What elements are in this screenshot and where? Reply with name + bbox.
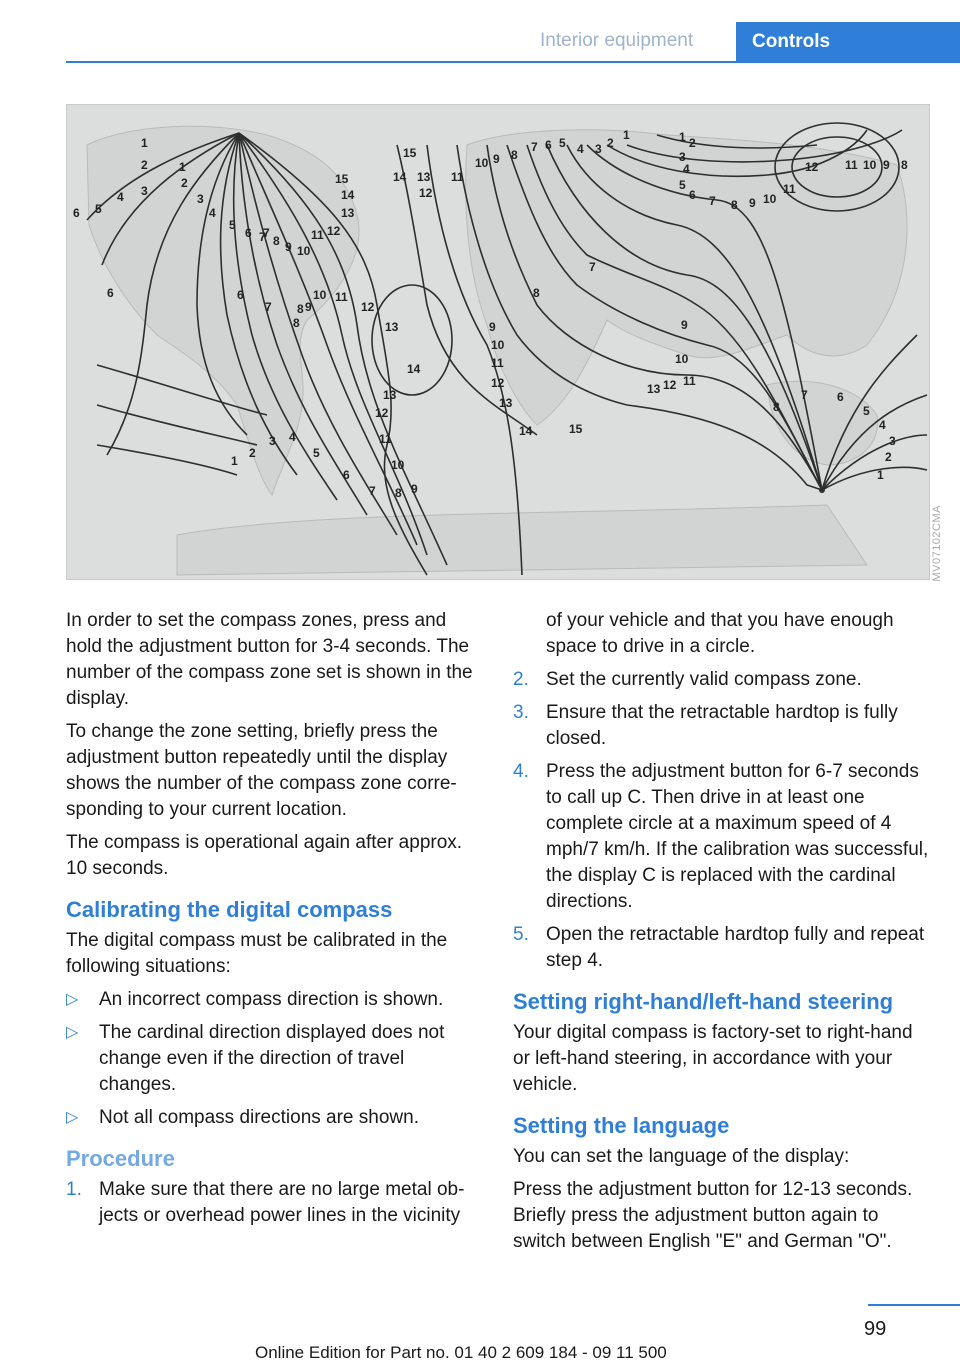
svg-text:12: 12 [375,406,389,420]
zone-label: 10 [313,288,327,302]
svg-text:6: 6 [689,188,696,202]
zone-label: 3 [141,184,148,198]
zone-label: 12 [361,300,375,314]
step-number: 3. [513,702,529,723]
svg-text:3: 3 [269,434,276,448]
triangle-bullet-icon: ▷ [66,1024,79,1041]
svg-text:2: 2 [181,176,188,190]
svg-text:11: 11 [451,170,464,184]
situation-list [66,987,480,1131]
svg-text:7: 7 [531,140,538,154]
svg-text:3: 3 [197,192,204,206]
zone-label: 1 [141,136,148,150]
heading-steering: Setting right-hand/left-hand steering [513,989,894,1014]
svg-text:10: 10 [491,338,505,352]
svg-text:2: 2 [249,446,256,460]
svg-text:4: 4 [879,418,886,432]
zone-label: 6 [73,206,80,220]
svg-text:8: 8 [273,234,280,248]
svg-text:10: 10 [675,352,689,366]
svg-text:11: 11 [683,374,696,388]
procedure-steps [513,667,933,974]
svg-text:4: 4 [577,142,584,156]
svg-text:5: 5 [229,218,236,232]
svg-text:11: 11 [783,182,796,196]
header-section-title: Interior equipment [540,30,694,51]
svg-text:11: 11 [311,228,324,242]
svg-text:11: 11 [845,158,858,172]
svg-text:7: 7 [369,484,376,498]
zone-label: 5 [95,202,102,216]
svg-text:9: 9 [285,240,292,254]
svg-text:1: 1 [679,130,686,144]
step-number: 4. [513,761,529,782]
heading-procedure: Procedure [66,1146,175,1171]
svg-text:10: 10 [391,458,405,472]
svg-text:5: 5 [679,178,686,192]
svg-text:4: 4 [683,162,690,176]
list-item: 3. Ensure that the retractable hardtop is fully closed. [513,702,898,749]
left-column [66,608,480,1236]
svg-text:11: 11 [379,432,392,446]
svg-text:2: 2 [607,136,614,150]
svg-text:12: 12 [419,186,433,200]
svg-text:14: 14 [519,424,533,438]
svg-text:15: 15 [335,172,349,186]
svg-text:7: 7 [259,230,266,244]
svg-text:1: 1 [623,128,630,142]
magnetic-pole-marker [819,487,825,493]
svg-text:9: 9 [749,196,756,210]
svg-text:12: 12 [327,224,341,238]
svg-text:9: 9 [493,152,500,166]
footer-rule [868,1304,960,1306]
paragraph: Press the adjustment button for 12-13 seconds. Briefly press the adjustment button again to switch between English "E" and German "O". [513,1179,913,1252]
page-number: 99 [864,1318,887,1340]
step-number: 1. [66,1179,82,1200]
svg-text:13: 13 [647,382,661,396]
step-number: 5. [513,924,529,945]
svg-text:8: 8 [901,158,908,172]
svg-text:9: 9 [681,318,688,332]
svg-text:6: 6 [237,288,244,302]
list-item: ▷ An incorrect compass direction is shown. [66,987,480,1013]
header-rule [66,61,960,63]
list-item: 1. Make sure that there are no large metal objects or overhead power lines in the vicinity [66,1179,465,1226]
zone-label: 4 [117,190,124,204]
step-continuation: of your vehicle and that you have enough space to drive in a circle. [546,610,894,657]
svg-text:12: 12 [491,376,505,390]
svg-text:8: 8 [533,286,540,300]
svg-text:5: 5 [313,446,320,460]
zone-label: 13 [385,320,399,334]
svg-text:13: 13 [417,170,431,184]
svg-text:10: 10 [297,244,311,258]
svg-text:4: 4 [209,206,216,220]
svg-text:8: 8 [511,148,518,162]
svg-text:2: 2 [885,450,892,464]
svg-text:13: 13 [499,396,513,410]
svg-text:7: 7 [265,300,272,314]
svg-text:10: 10 [475,156,489,170]
paragraph: In order to set the compass zones, press and hold the adjustment button for 3-4 seconds. The number of the compass zone set is shown in the display. [66,610,473,709]
svg-text:14: 14 [341,188,355,202]
svg-text:6: 6 [343,468,350,482]
figure-code: MV07102CMA [931,505,943,582]
svg-text:5: 5 [559,136,566,150]
zone-label: 11 [335,290,348,304]
zone-label: 9 [305,300,312,314]
heading-language: Setting the language [513,1113,730,1138]
svg-text:9: 9 [489,320,496,334]
triangle-bullet-icon: ▷ [66,1109,79,1126]
compass-zone-map [66,104,930,580]
list-item: 5. Open the retractable hardtop fully and repeat step 4. [513,924,925,971]
paragraph: You can set the language of the display: [513,1146,850,1167]
svg-text:11: 11 [491,356,504,370]
svg-text:10: 10 [863,158,877,172]
svg-text:3: 3 [595,142,602,156]
svg-text:6: 6 [245,226,252,240]
paragraph: To change the zone setting, briefly press the adjustment button repeatedly until the display shows the number of the compass zone corresponding to your current location. [66,721,457,820]
svg-text:1: 1 [877,468,884,482]
svg-text:5: 5 [863,404,870,418]
svg-text:12: 12 [663,378,677,392]
zone-label: 8 [297,302,304,316]
paragraph: The compass is operational again after approx. 10 seconds. [66,832,463,879]
triangle-bullet-icon: ▷ [66,991,79,1008]
svg-text:13: 13 [383,388,397,402]
svg-text:3: 3 [679,150,686,164]
svg-text:7: 7 [801,388,808,402]
svg-text:6: 6 [107,286,114,300]
svg-text:6: 6 [837,390,844,404]
paragraph: Your digital compass is factory-set to right-hand or left-hand steering, in accordance with your vehicle. [513,1022,913,1095]
svg-text:9: 9 [411,482,418,496]
heading-calibrating: Calibrating the digital compass [66,897,393,922]
svg-text:8: 8 [395,486,402,500]
svg-text:13: 13 [341,206,355,220]
list-item: 4. Press the adjustment button for 6-7 seconds to call up C. Then drive in at least one complete circle at a maximum speed of 4 mph/7 km/h. If the calibration was successful, the display C is replaced with the cardinal directions. [513,761,929,912]
svg-text:9: 9 [883,158,890,172]
svg-text:1: 1 [179,160,186,174]
right-column [513,608,933,1262]
svg-text:8: 8 [731,198,738,212]
svg-text:6: 6 [545,138,552,152]
svg-text:7: 7 [709,194,716,208]
list-item: 2. Set the currently valid compass zone. [513,667,933,693]
procedure-steps-start [66,1177,480,1229]
svg-text:3: 3 [889,434,896,448]
svg-text:15: 15 [569,422,583,436]
svg-text:1: 1 [231,454,238,468]
svg-text:4: 4 [289,430,296,444]
edition-note: Online Edition for Part no. 01 40 2 609 184 - 09 11 500 [255,1343,667,1362]
step-number: 2. [513,669,529,690]
header-chapter-tab: Controls [736,22,960,63]
zone-label: 15 [403,146,417,160]
svg-text:12: 12 [805,160,819,174]
svg-text:7: 7 [589,260,596,274]
svg-text:10: 10 [763,192,777,206]
compass-zone-map-drawing [67,105,930,580]
zone-label: 2 [141,158,148,172]
svg-text:2: 2 [689,136,696,150]
svg-text:8: 8 [773,400,780,414]
list-item: ▷ Not all compass directions are shown. [66,1105,480,1131]
svg-text:14: 14 [393,170,407,184]
list-item: ▷ The cardinal direction displayed does not change even if the direction of travel changes. [66,1022,445,1095]
svg-text:8: 8 [293,316,300,330]
paragraph: The digital compass must be calibrated in the following situations: [66,930,448,977]
zone-label: 14 [407,362,421,376]
zone-label: 7 [263,226,270,240]
